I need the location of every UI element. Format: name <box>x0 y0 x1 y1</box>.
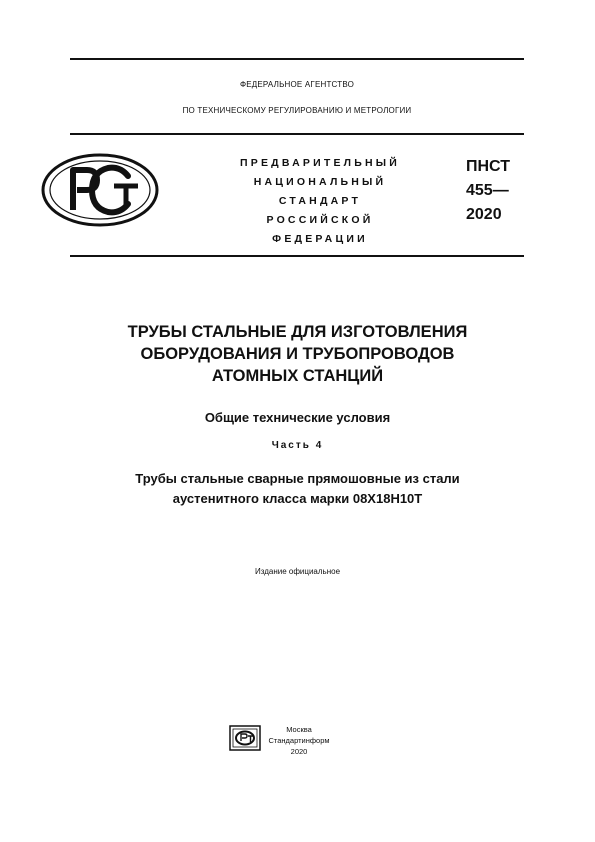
standard-type-line-3: СТАНДАРТ <box>278 195 362 207</box>
header-rule-top <box>70 133 524 135</box>
header-rule-bottom <box>70 255 524 257</box>
part-title <box>40 469 555 509</box>
standard-type <box>205 154 435 249</box>
part-title-line-2: аустенитного класса марки 08Х18Н10Т <box>172 491 423 506</box>
agency-line-2: ПО ТЕХНИЧЕСКОМУ РЕГУЛИРОВАНИЮ И МЕТРОЛОГИИ <box>182 106 412 115</box>
part-title-line-1: Трубы стальные сварные прямошовные из стали <box>135 471 460 486</box>
standard-type-line-2: НАЦИОНАЛЬНЫЙ <box>253 176 387 188</box>
standard-type-line-5: ФЕДЕРАЦИИ <box>272 233 368 245</box>
document-title <box>40 321 555 387</box>
title-line-1: ТРУБЫ СТАЛЬНЫЕ ДЛЯ ИЗГОТОВЛЕНИЯ <box>127 323 468 341</box>
designation-line-3: 2020 <box>466 206 502 223</box>
standard-type-line-4: РОССИЙСКОЙ <box>266 214 374 226</box>
publisher-name: Стандартинформ <box>268 736 330 745</box>
part-number: Часть 4 <box>271 440 324 451</box>
rst-logo-icon <box>40 152 160 228</box>
standard-designation <box>466 155 510 227</box>
designation-line-1: ПНСТ <box>466 158 510 175</box>
document-subtitle: Общие технические условия <box>204 410 391 425</box>
designation-line-2: 455— <box>466 182 509 199</box>
publisher-logo-icon <box>229 725 261 751</box>
agency-line-1: ФЕДЕРАЛЬНОЕ АГЕНТСТВО <box>239 80 355 89</box>
title-line-3: АТОМНЫХ СТАНЦИЙ <box>211 367 384 385</box>
top-rule <box>70 58 524 60</box>
publisher-city: Москва <box>286 725 312 734</box>
publisher-info <box>262 724 336 757</box>
edition-label: Издание официальное <box>254 567 341 576</box>
standard-type-line-1: ПРЕДВАРИТЕЛЬНЫЙ <box>240 157 400 169</box>
publisher-year: 2020 <box>290 747 308 756</box>
title-line-2: ОБОРУДОВАНИЯ И ТРУБОПРОВОДОВ <box>140 345 455 363</box>
